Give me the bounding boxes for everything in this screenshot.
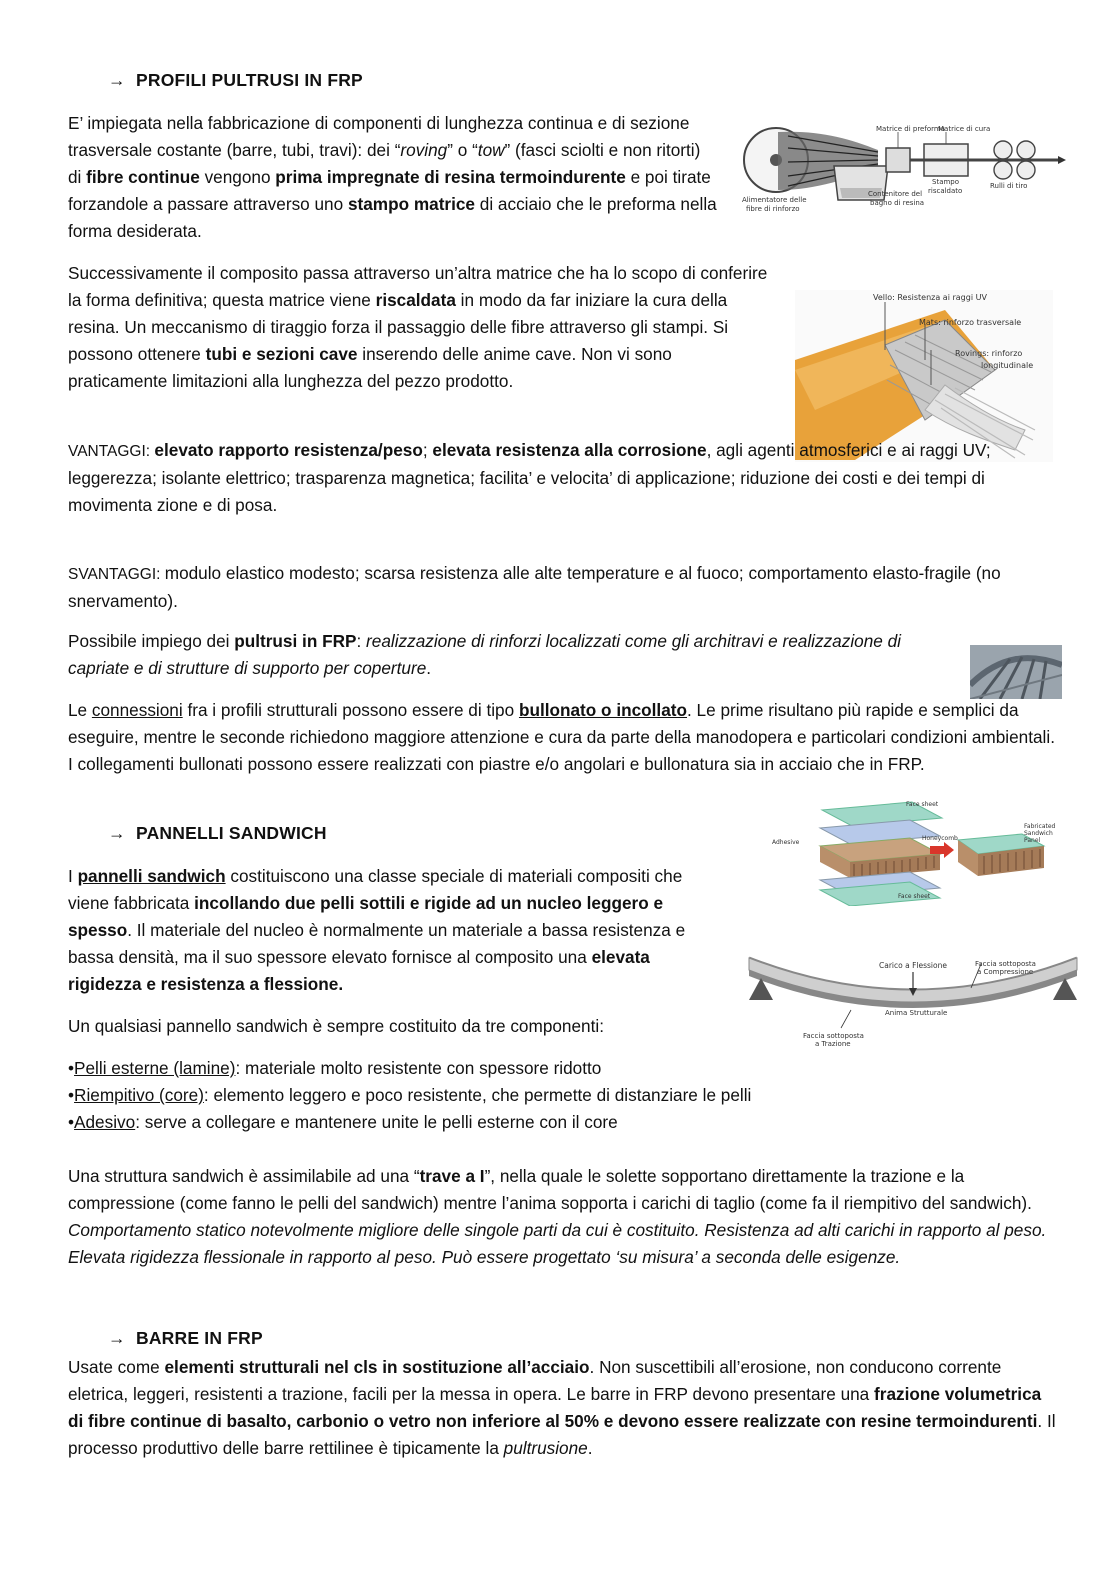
svg-text:a Compressione: a Compressione: [977, 968, 1034, 976]
svg-text:Sandwich: Sandwich: [1024, 830, 1053, 837]
label-matrice-cura: Matrice di cura: [938, 125, 991, 133]
svg-text:riscaldato: riscaldato: [928, 187, 963, 195]
paragraph-sandwich-intro: I pannelli sandwich costituiscono una classe speciale di materiali compositi che viene fabbricata incollando due pelli sottili e rigide ad un nucleo leggero e spesso. Il materiale del nucleo è normalmente un materiale a bassa resistenza e bassa densità, ma il suo spessore elevato fornisce al composito una elevata rigidezza e resistenza a flessione.: [68, 866, 686, 994]
list-item: •Riempitivo (core): elemento leggero e poco resistente, che permette di distanziare le pelli: [68, 1085, 752, 1105]
paragraph-pultrusion-intro: E’ impiegata nella fabbricazione di componenti di lunghezza continua e di sezione trasversale costante (barre, tubi, travi): dei “roving” o “tow” (fasci sciolti e non ritorti) di fibre continue vengono prima impregnate di resina termoindurente e poi tirate forzandole a passare attraverso uno stampo matrice di acciaio che le preforma nella forma desiderata.: [68, 113, 717, 241]
arrow-icon: →: [108, 823, 126, 843]
truss-photo-figure: [970, 645, 1062, 699]
label-mats: Mats: rinforzo trasversale: [919, 318, 1022, 327]
label-honeycomb: Honeycomb: [922, 835, 958, 842]
paragraph-connessioni: Le connessioni fra i profili strutturali possono essere di tipo bullonato o incollato. Le prime risultano più rapide e semplici da eseguire, mentre le seconde richiedono maggiore attenzione e cura da parte della manodopera e particolari condizioni ambientali. I collegamenti bullonati possono essere realizzati con piastre e/o angolari e bullonatura sia in acciaio che in FRP.: [68, 700, 1055, 774]
paragraph-sandwich-components: Un qualsiasi pannello sandwich è sempre costituito da tre componenti:: [68, 1016, 604, 1036]
label-rovings: Rovings: rinforzo: [955, 349, 1023, 358]
label-matrice-preforma: Matrice di preforma: [876, 125, 945, 133]
sandwich-panel-figure: [772, 798, 1062, 906]
sandwich-beam-bending-figure: [745, 950, 1081, 1052]
label-alimentatore: Alimentatore delle: [742, 196, 807, 204]
label-anima-strutturale: Anima Strutturale: [885, 1009, 948, 1017]
section-heading-barre: → BARRE IN FRP: [108, 1328, 263, 1348]
svg-text:bagno di resina: bagno di resina: [870, 199, 925, 207]
arrow-icon: →: [108, 1328, 126, 1348]
label-faccia-compressione: Faccia sottoposta: [975, 960, 1036, 968]
paragraph-vantaggi: VANTAGGI: elevato rapporto resistenza/peso; elevata resistenza alla corrosione, agli agenti atmosferici e ai raggi UV; leggerezza; isolante elettrico; trasparenza magnetica; facilita’ e velocita’ di applicazione; riduzione dei costi e dei tempi di movimenta zione e di posa.: [68, 440, 991, 515]
paragraph-svantaggi: SVANTAGGI: modulo elastico modesto; scarsa resistenza alle alte temperature e al fuoco; comportamento elasto-fragile (no snervamento).: [68, 563, 1001, 611]
label-stampo: Stampo: [932, 178, 960, 186]
paragraph-impiego: Possibile impiego dei pultrusi in FRP: realizzazione di rinforzi localizzati come gli architravi e realizzazione di capriate e di strutture di supporto per coperture.: [68, 631, 901, 678]
section-heading-sandwich: → PANNELLI SANDWICH: [108, 823, 327, 843]
label-faccia-trazione: Faccia sottoposta: [803, 1032, 864, 1040]
pultrusion-process-figure: [738, 118, 1068, 218]
paragraph-sandwich-ibeam: Una struttura sandwich è assimilabile ad una “trave a I”, nella quale le solette sopportano direttamente la trazione e la compressione (come fanno le pelli del sandwich) mentre l’anima sopporta i carichi di taglio (come fa il riempitivo del sandwich). Comportamento statico notevolmente migliore delle singole parti da cui è costituito. Resistenza ad alti carichi in rapporto al peso. Elevata rigidezza flessionale in rapporto al peso. Può essere progettato ‘su misura’ a seconda delle esigenze.: [68, 1166, 1047, 1267]
label-fabricated-panel: Fabricated: [1024, 823, 1056, 830]
section-heading-pultrusi: → PROFILI PULTRUSI IN FRP: [108, 70, 363, 90]
label-face-sheet-bottom: Face sheet: [898, 893, 931, 900]
paragraph-barre: Usate come elementi strutturali nel cls in sostituzione all’acciaio. Non suscettibili all’erosione, non conducono corrente eletrica, leggeri, resistenti a trazione, facili per la messa in opera. Le barre in FRP devono presentare una frazione volumetrica di fibre continue di basalto, carbonio o vetro non inferiore al 50% e devono essere realizzate con resine termoindurenti. Il processo produttivo delle barre rettilinee è tipicamente la pultrusione.: [68, 1357, 1056, 1458]
label-rulli: Rulli di tiro: [990, 182, 1028, 190]
list-item: •Adesivo: serve a collegare e mantenere unite le pelli esterne con il core: [68, 1112, 618, 1132]
components-list: [68, 1055, 968, 1136]
svg-text:Panel: Panel: [1024, 837, 1041, 844]
label-vello: Vello: Resistenza ai raggi UV: [873, 293, 987, 302]
paragraph-pultrusion-curing: Successivamente il composito passa attraverso un’altra matrice che ha lo scopo di conferire la forma definitiva; questa matrice viene riscaldata in modo da far iniziare la cura della resina. Un meccanismo di tiraggio forza il passaggio delle fibre attraverso gli stampi. Si possono ottenere tubi e sezioni cave inserendo delle anime cave. Non vi sono praticamente limitazioni alla lunghezza del pezzo prodotto.: [68, 263, 768, 391]
label-carico: Carico a Flessione: [879, 961, 947, 970]
list-item: •Pelli esterne (lamine): materiale molto resistente con spessore ridotto: [68, 1058, 602, 1078]
label-contenitore: Contenitore del: [868, 190, 923, 198]
svg-text:longitudinale: longitudinale: [981, 361, 1034, 370]
label-adhesive: Adhesive: [772, 839, 800, 846]
label-face-sheet-top: Face sheet: [906, 801, 939, 808]
arrow-icon: →: [108, 70, 126, 90]
svg-text:fibre di rinforzo: fibre di rinforzo: [746, 205, 800, 213]
svg-text:a Trazione: a Trazione: [815, 1040, 851, 1048]
